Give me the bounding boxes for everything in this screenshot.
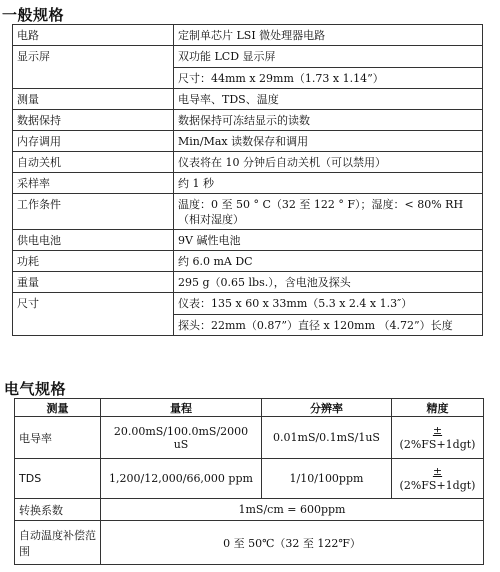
header-accuracy: 精度 (392, 399, 484, 417)
row-label: 内存调用 (13, 131, 174, 152)
row-label: 转换系数 (15, 499, 101, 521)
header-resolution: 分辨率 (262, 399, 392, 417)
display-size: 尺寸：44mm x 29mm（1.73 x 1.14”） (174, 67, 482, 86)
row-value (174, 293, 483, 336)
row-label: 显示屏 (13, 46, 174, 89)
row-value: 定制单芯片 LSI 微处理器电路 (174, 25, 483, 46)
header-range: 量程 (101, 399, 262, 417)
row-label: TDS (15, 459, 101, 499)
table-row (13, 251, 483, 272)
table-row (15, 417, 484, 459)
row-label: 功耗 (13, 251, 174, 272)
row-label: 供电电池 (13, 230, 174, 251)
table-row (13, 110, 483, 131)
row-label: 工作条件 (13, 194, 174, 230)
table-row (13, 272, 483, 293)
row-value: 9V 碱性电池 (174, 230, 483, 251)
display-type: 双功能 LCD 显示屏 (178, 50, 276, 63)
table-row (13, 131, 483, 152)
table-row (13, 152, 483, 173)
row-value: 约 1 秒 (174, 173, 483, 194)
range-value: 1,200/12,000/66,000 ppm (101, 459, 262, 499)
range-value: 20.00mS/100.0mS/2000 uS (101, 417, 262, 459)
electrical-specs-table (14, 398, 484, 565)
row-value: 295 g（0.65 lbs.），含电池及探头 (174, 272, 483, 293)
row-label: 数据保持 (13, 110, 174, 131)
resolution-value: 1/10/100ppm (262, 459, 392, 499)
accuracy-value (392, 417, 484, 459)
accuracy-text: (2%FS+1dgt) (399, 437, 476, 451)
table-row (13, 25, 483, 46)
plus-minus-sign: ± (432, 464, 443, 478)
table-row (15, 459, 484, 499)
general-specs-table (12, 24, 483, 336)
row-label: 采样率 (13, 173, 174, 194)
table-row (13, 194, 483, 230)
row-value (174, 46, 483, 89)
table-row (13, 293, 483, 336)
row-label: 电导率 (15, 417, 101, 459)
row-label: 重量 (13, 272, 174, 293)
probe-size: 探头：22mm（0.87”）直径 x 120mm （4.72”）长度 (174, 314, 482, 333)
row-value (174, 194, 483, 230)
table-row (13, 230, 483, 251)
table-row (15, 499, 484, 521)
meter-size: 仪表：135 x 60 x 33mm（5.3 x 2.4 x 1.3″） (178, 297, 413, 310)
row-label: 尺寸 (13, 293, 174, 336)
operating-conditions: 温度：0 至 50 ° C（32 至 122 ° F）；湿度：< 80% RH (178, 198, 464, 211)
row-value: Min/Max 读数保存和调用 (174, 131, 483, 152)
table-header-row (15, 399, 484, 417)
header-measure: 测量 (15, 399, 101, 417)
resolution-value: 0.01mS/0.1mS/1uS (262, 417, 392, 459)
electrical-specs-heading: 电气规格 (4, 380, 67, 398)
row-value: 电导率、TDS、温度 (174, 89, 483, 110)
table-row (13, 46, 483, 89)
plus-minus-sign: ± (432, 423, 443, 437)
conversion-value: 1mS/cm = 600ppm (101, 499, 484, 521)
operating-conditions-note: （相对湿度） (178, 213, 244, 226)
row-label: 自动温度补偿范围 (15, 521, 101, 565)
row-label: 自动关机 (13, 152, 174, 173)
general-specs-heading: 一般规格 (2, 6, 65, 24)
row-label: 测量 (13, 89, 174, 110)
row-value: 数据保持可冻结显示的读数 (174, 110, 483, 131)
accuracy-text: (2%FS+1dgt) (399, 478, 476, 492)
table-row (13, 173, 483, 194)
row-value: 约 6.0 mA DC (174, 251, 483, 272)
table-row (15, 521, 484, 565)
table-row (13, 89, 483, 110)
row-value: 仪表将在 10 分钟后自动关机（可以禁用） (174, 152, 483, 173)
accuracy-value (392, 459, 484, 499)
temp-comp-value: 0 至 50℃（32 至 122℉） (101, 521, 484, 565)
row-label: 电路 (13, 25, 174, 46)
